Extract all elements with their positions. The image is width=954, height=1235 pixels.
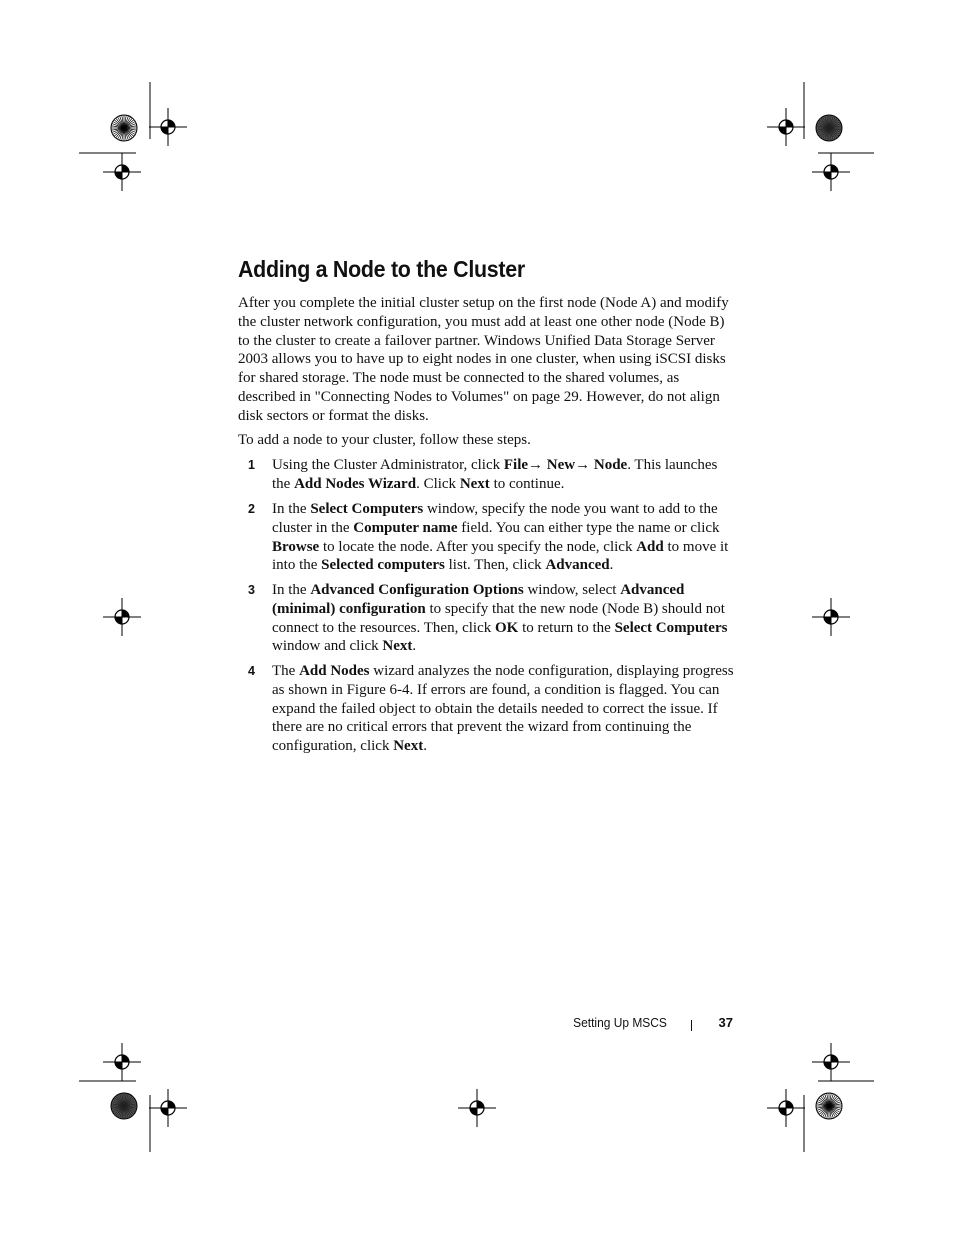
field-name: Computer name	[353, 519, 458, 536]
menu-new: New	[546, 457, 576, 473]
page-number: 37	[718, 1015, 733, 1030]
step-number: 1	[248, 458, 255, 472]
footer-divider	[691, 1020, 692, 1031]
registration-crosshair-icon	[812, 153, 850, 191]
step-text: In the Advanced Configuration Options window, select Advanced (minimal) configuration to specify that the new node (Node B) should not connect to the resources. Then, click OK to return to the Select Computers window and click Next.	[272, 582, 728, 655]
steps-lead-in: To add a node to your cluster, follow these steps.	[238, 432, 531, 448]
browse-label: Browse	[272, 538, 320, 555]
registration-crosshair-icon	[812, 598, 850, 636]
step-number: 2	[248, 502, 255, 516]
page-footer	[520, 1015, 736, 1035]
registration-crosshair-icon	[767, 1089, 805, 1127]
ok-label: OK	[494, 619, 519, 636]
starburst-target-icon	[111, 1093, 137, 1119]
starburst-target-icon	[111, 115, 137, 141]
option-name: Advanced (minimal) configuration	[272, 582, 685, 617]
starburst-target-icon	[816, 115, 842, 141]
registration-crosshair-icon	[149, 1089, 187, 1127]
menu-file: File	[503, 457, 529, 473]
wizard-name: Add Nodes Wizard	[294, 475, 417, 492]
window-name: Advanced Configuration Options	[310, 582, 524, 598]
step-text: The Add Nodes wizard analyzes the node configuration, displaying progress as shown in Figure 6-4. If errors are found, a condition is flagged. You can expand the failed object to obtain the details needed to correct the issue. If there are no critical errors that prevent the wizard from continuing the configuration, click Next.	[272, 663, 734, 755]
next-label: Next	[393, 738, 424, 755]
step-text: Using the Cluster Administrator, click File→ New→ Node. This launches the Add Nodes Wizard. Click Next to continue.	[272, 457, 718, 492]
menu-node: Node	[593, 457, 628, 473]
window-name: Select Computers	[310, 501, 424, 517]
starburst-target-icon	[816, 1093, 842, 1119]
wizard-name: Add Nodes	[299, 663, 370, 679]
window-name: Select Computers	[614, 619, 728, 636]
registration-crosshair-icon	[149, 108, 187, 146]
registration-crosshair-icon	[103, 598, 141, 636]
intro-paragraph: After you complete the initial cluster setup on the first node (Node A) and modify the cluster network configuration, you must add at least one other node (Node B) to the cluster to create a failover partner. Windows Unified Data Storage Server 2003 allows you to have up to eight nodes in one cluster, when using iSCSI disks for shared storage. The node must be connected to the shared volumes, as described in "Connecting Nodes to Volumes" on page 29. However, do not align disk sectors or format the disks.	[238, 295, 729, 424]
registration-crosshair-icon	[812, 1043, 850, 1081]
registration-crosshair-icon	[767, 108, 805, 146]
list-name: Selected computers	[321, 557, 445, 574]
add-label: Add	[636, 538, 664, 555]
step-number: 3	[248, 583, 255, 597]
step-text: In the Select Computers window, specify the node you want to add to the cluster in the Computer name field. You can either type the name or click Browse to locate the node. After you specify the node, click Add to move it into the Selected computers list. Then, click Advanced.	[272, 501, 729, 574]
footer-section-title: Setting Up MSCS	[573, 1015, 667, 1030]
next-label: Next	[382, 638, 413, 655]
next-label: Next	[459, 475, 490, 492]
registration-crosshair-icon	[103, 1043, 141, 1081]
page-title: Adding a Node to the Cluster	[238, 256, 525, 282]
step-number: 4	[248, 664, 255, 678]
advanced-label: Advanced	[545, 557, 610, 574]
registration-crosshair-icon	[458, 1089, 496, 1127]
registration-crosshair-icon	[103, 153, 141, 191]
